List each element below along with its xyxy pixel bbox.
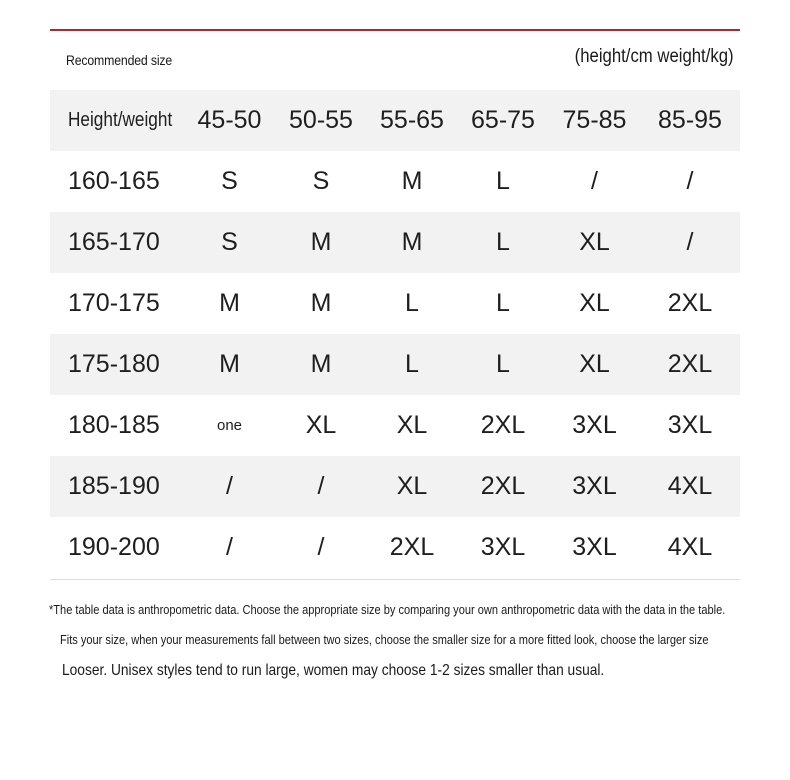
size-cell: XL bbox=[305, 411, 337, 439]
size-cell: M bbox=[310, 350, 332, 378]
size-cell: 3XL bbox=[572, 472, 617, 500]
size-cell: 2XL bbox=[667, 289, 713, 317]
column-header: 75-85 bbox=[562, 106, 627, 134]
row-height-label: 180-185 bbox=[68, 411, 160, 439]
top-accent-rule bbox=[50, 29, 740, 31]
table-row bbox=[50, 273, 740, 334]
column-header: 85-95 bbox=[658, 106, 722, 134]
row-height-label: 185-190 bbox=[68, 472, 160, 500]
size-cell: / bbox=[591, 167, 598, 195]
row-height-label: 175-180 bbox=[68, 350, 160, 378]
size-cell: 3XL bbox=[480, 533, 526, 561]
footnote-line-1: *The table data is anthropometric data. Choose the appropriate size by comparing your own anthropometric data with the data in the table. bbox=[49, 602, 726, 617]
size-cell: S bbox=[221, 228, 238, 256]
size-cell: / bbox=[226, 533, 233, 561]
size-chart-table bbox=[50, 90, 740, 578]
size-cell: M bbox=[219, 350, 240, 378]
size-cell: 2XL bbox=[389, 533, 435, 561]
table-row bbox=[50, 517, 740, 578]
table-row bbox=[50, 212, 740, 273]
size-cell: L bbox=[496, 289, 510, 317]
size-cell: S bbox=[221, 167, 238, 195]
size-cell: XL bbox=[579, 289, 610, 317]
size-cell: one bbox=[216, 417, 243, 434]
size-cell: L bbox=[496, 167, 510, 195]
size-cell: M bbox=[310, 289, 332, 317]
size-cell: M bbox=[219, 289, 240, 317]
column-header: 65-75 bbox=[471, 106, 535, 134]
row-height-label: 165-170 bbox=[68, 228, 160, 256]
column-header: 55-65 bbox=[380, 106, 444, 134]
table-row bbox=[50, 456, 740, 517]
table-title: Recommended size bbox=[66, 52, 173, 68]
size-cell: 4XL bbox=[667, 472, 713, 500]
size-cell: 2XL bbox=[480, 472, 526, 500]
row-height-label: 160-165 bbox=[68, 167, 160, 195]
size-cell: 3XL bbox=[667, 411, 713, 439]
footnote-line-3: Looser. Unisex styles tend to run large, women may choose 1-2 sizes smaller than usual. bbox=[62, 662, 605, 679]
units-label: (height/cm weight/kg) bbox=[575, 46, 734, 67]
size-cell: M bbox=[401, 167, 423, 195]
column-header: 50-55 bbox=[289, 106, 353, 134]
size-cell: L bbox=[496, 350, 510, 378]
size-cell: / bbox=[686, 228, 694, 256]
table-bottom-divider bbox=[50, 579, 740, 580]
size-cell: L bbox=[405, 289, 419, 317]
row-height-label: 190-200 bbox=[68, 533, 160, 561]
size-cell: M bbox=[401, 228, 423, 256]
size-cell: 2XL bbox=[480, 411, 526, 439]
row-height-label: 170-175 bbox=[68, 289, 160, 317]
size-cell: L bbox=[405, 350, 419, 378]
table-row bbox=[50, 395, 740, 456]
table-row bbox=[50, 151, 740, 212]
size-cell: XL bbox=[579, 228, 610, 256]
size-cell: XL bbox=[396, 472, 428, 500]
size-cell: / bbox=[317, 533, 325, 561]
table-row bbox=[50, 334, 740, 395]
footnote-line-2: Fits your size, when your measurements fall between two sizes, choose the smaller size for a more fitted look, choose the larger size bbox=[60, 632, 709, 647]
size-cell: 3XL bbox=[572, 411, 617, 439]
size-cell: 2XL bbox=[667, 350, 713, 378]
size-cell: XL bbox=[396, 411, 428, 439]
column-header: 45-50 bbox=[197, 106, 262, 134]
size-cell: / bbox=[226, 472, 233, 500]
size-cell: L bbox=[496, 228, 510, 256]
size-cell: M bbox=[310, 228, 332, 256]
table-header-row bbox=[50, 90, 740, 151]
size-cell: 4XL bbox=[667, 533, 713, 561]
size-cell: / bbox=[686, 167, 694, 195]
corner-label: Height/weight bbox=[68, 109, 173, 131]
size-cell: XL bbox=[579, 350, 610, 378]
size-cell: 3XL bbox=[572, 533, 617, 561]
size-cell: / bbox=[317, 472, 325, 500]
size-cell: S bbox=[312, 167, 330, 195]
